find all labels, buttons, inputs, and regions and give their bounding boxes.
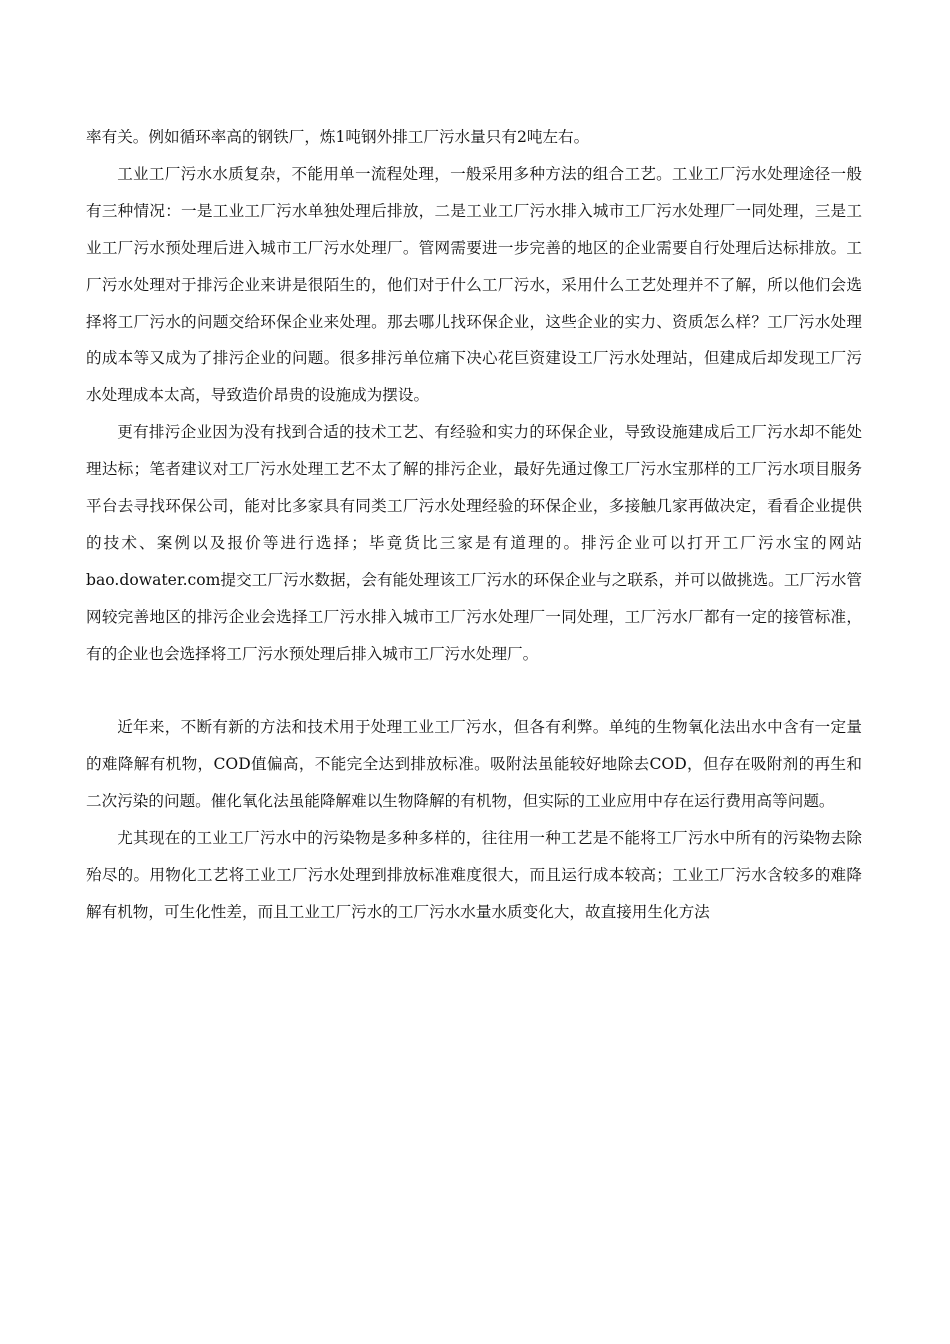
document-body: [86, 119, 862, 931]
paragraph-5: 尤其现在的工业工厂污水中的污染物是多种多样的，往往用一种工艺是不能将工厂污水中所有的污染物去除殆尽的。用物化工艺将工业工厂污水处理到排放标准难度很大，而且运行成本较高；工业工厂污水含较多的难降解有机物，可生化性差，而且工业工厂污水的工厂污水水量水质变化大，故直接用生化方法: [86, 829, 862, 922]
paragraph-4: 近年来，不断有新的方法和技术用于处理工业工厂污水，但各有利弊。单纯的生物氧化法出水中含有一定量的难降解有机物，COD值偏高，不能完全达到排放标准。吸附法虽能较好地除去COD，但存在吸附剂的再生和二次污染的问题。催化氧化法虽能降解难以生物降解的有机物，但实际的工业应用中存在运行费用高等问题。: [86, 718, 862, 811]
paragraph-3: 更有排污企业因为没有找到合适的技术工艺、有经验和实力的环保企业，导致设施建成后工厂污水却不能处理达标；笔者建议对工厂污水处理工艺不太了解的排污企业，最好先通过像工厂污水宝那样的工厂污水项目服务平台去寻找环保公司，能对比多家具有同类工厂污水处理经验的环保企业，多接触几家再做决定，看看企业提供的技术、案例以及报价等进行选择；毕竟货比三家是有道理的。排污企业可以打开工厂污水宝的网站bao.dowater.com提交工厂污水数据，会有能处理该工厂污水的环保企业与之联系，并可以做挑选。工厂污水管网较完善地区的排污企业会选择工厂污水排入城市工厂污水处理厂一同处理，工厂污水厂都有一定的接管标准，有的企业也会选择将工厂污水预处理后排入城市工厂污水处理厂。: [86, 423, 862, 663]
paragraph-1: 率有关。例如循环率高的钢铁厂，炼1吨钢外排工厂污水量只有2吨左右。: [86, 128, 590, 146]
paragraph-spacer: [86, 673, 862, 710]
paragraph-2: 工业工厂污水水质复杂，不能用单一流程处理，一般采用多种方法的组合工艺。工业工厂污水处理途径一般有三种情况：一是工业工厂污水单独处理后排放，二是工业工厂污水排入城市工厂污水处理厂一同处理，三是工业工厂污水预处理后进入城市工厂污水处理厂。管网需要进一步完善的地区的企业需要自行处理后达标排放。工厂污水处理对于排污企业来讲是很陌生的，他们对于什么工厂污水，采用什么工艺处理并不了解，所以他们会选择将工厂污水的问题交给环保企业来处理。那去哪儿找环保企业，这些企业的实力、资质怎么样？工厂污水处理的成本等又成为了排污企业的问题。很多排污单位痛下决心花巨资建设工厂污水处理站，但建成后却发现工厂污水处理成本太高，导致造价昂贵的设施成为摆设。: [86, 164, 862, 405]
